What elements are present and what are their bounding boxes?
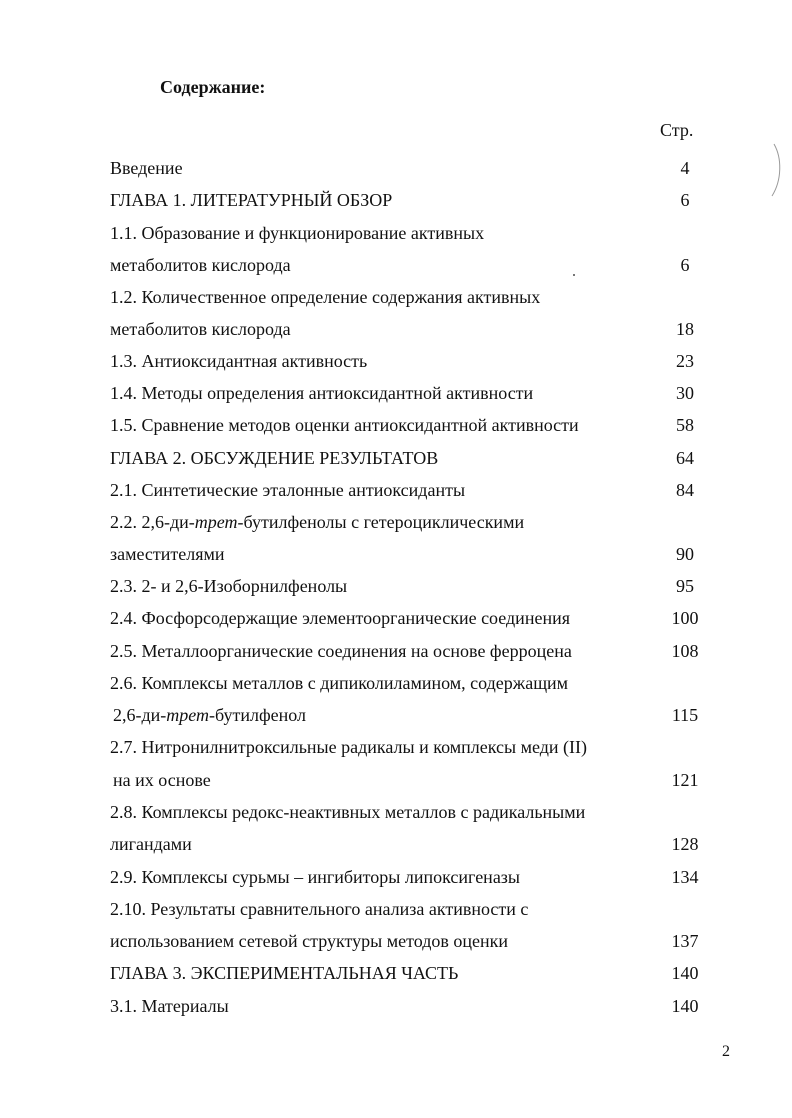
toc-page-number: 134 xyxy=(671,867,699,887)
toc-page-number: 64 xyxy=(676,448,694,468)
toc-line xyxy=(0,188,792,212)
toc-line xyxy=(0,156,792,180)
toc-line xyxy=(0,800,792,824)
toc-entry-text: 3.1. Материалы xyxy=(110,996,229,1016)
toc-page-number: 115 xyxy=(671,705,699,725)
toc-page-number: 23 xyxy=(676,351,694,371)
toc-page-number: 4 xyxy=(680,158,690,178)
toc-line xyxy=(0,285,792,309)
toc-line xyxy=(0,768,792,792)
toc-page-number: 58 xyxy=(676,415,694,435)
toc-entry-text: 1.5. Сравнение методов оценки антиоксидантной активности xyxy=(110,415,579,435)
toc-page-number: 100 xyxy=(671,608,699,628)
toc-entry-text: 2,6-ди-трет-бутилфенол xyxy=(113,705,307,725)
toc-line xyxy=(0,349,792,373)
scan-bracket-mark xyxy=(764,140,784,200)
toc-entry-text: 1.2. Количественное определение содержания активных xyxy=(110,287,541,307)
toc-entry-text: метаболитов кислорода xyxy=(110,255,291,275)
toc-line xyxy=(0,639,792,663)
toc-page-number: 6 xyxy=(680,255,690,275)
toc-page-number: 128 xyxy=(671,834,699,854)
toc-line xyxy=(0,542,792,566)
page-number: 2 xyxy=(722,1043,730,1060)
toc-page-number: 18 xyxy=(676,319,694,339)
toc-entry-text: метаболитов кислорода xyxy=(110,319,291,339)
toc-heading: Содержание: xyxy=(160,77,266,97)
toc-entry-text: ГЛАВА 3. ЭКСПЕРИМЕНТАЛЬНАЯ ЧАСТЬ xyxy=(110,963,459,983)
toc-entry-text: 2.7. Нитронилнитроксильные радикалы и комплексы меди (II) xyxy=(110,737,588,757)
toc-line xyxy=(0,671,792,695)
toc-entry-text: ГЛАВА 2. ОБСУЖДЕНИЕ РЕЗУЛЬТАТОВ xyxy=(110,448,439,468)
toc-entry-text: лигандами xyxy=(110,834,192,854)
toc-line xyxy=(0,413,792,437)
toc-line xyxy=(0,253,792,277)
toc-line xyxy=(0,961,792,985)
scan-speck xyxy=(573,274,575,276)
toc-entry-text: 2.10. Результаты сравнительного анализа активности с xyxy=(110,899,529,919)
toc-entry-text: ГЛАВА 1. ЛИТЕРАТУРНЫЙ ОБЗОР xyxy=(110,190,393,210)
toc-line xyxy=(0,574,792,598)
toc-line xyxy=(0,832,792,856)
toc-entry-text: 2.4. Фосфорсодержащие элементоорганические соединения xyxy=(110,608,570,628)
toc-entry-text: 2.5. Металлоорганические соединения на основе ферроцена xyxy=(110,641,572,661)
toc-entry-text: 1.4. Методы определения антиоксидантной активности xyxy=(110,383,534,403)
toc-page-number: 95 xyxy=(676,576,694,596)
toc-line xyxy=(0,606,792,630)
toc-line xyxy=(0,735,792,759)
toc-entry-text: 2.1. Синтетические эталонные антиоксиданты xyxy=(110,480,466,500)
toc-line xyxy=(0,478,792,502)
toc-line xyxy=(0,446,792,470)
toc-entry-text: 2.2. 2,6-ди-трет-бутилфенолы с гетероциклическими xyxy=(110,512,525,532)
toc-line xyxy=(0,994,792,1018)
toc-entry-text: 2.9. Комплексы сурьмы – ингибиторы липоксигеназы xyxy=(110,867,521,887)
page-column-label: Стр. xyxy=(660,120,694,140)
toc-entry-text: 2.8. Комплексы редокс-неактивных металлов с радикальными xyxy=(110,802,586,822)
toc-entry-text: на их основе xyxy=(113,770,211,790)
toc-page-number: 137 xyxy=(671,931,699,951)
toc-entry-text: использованием сетевой структуры методов оценки xyxy=(110,931,509,951)
toc-entry-text: Введение xyxy=(110,158,183,178)
toc-line xyxy=(0,703,792,727)
toc-page-number: 30 xyxy=(676,383,694,403)
toc-line xyxy=(0,865,792,889)
toc-entry-text: 1.3. Антиоксидантная активность xyxy=(110,351,368,371)
toc-entry-text: 2.6. Комплексы металлов с дипиколиламином, содержащим xyxy=(110,673,569,693)
toc-line xyxy=(0,510,792,534)
toc-page-number: 84 xyxy=(676,480,694,500)
toc-entry-text: 2.3. 2- и 2,6-Изоборнилфенолы xyxy=(110,576,348,596)
toc-line xyxy=(0,929,792,953)
toc-entry-text: заместителями xyxy=(110,544,225,564)
toc-line xyxy=(0,897,792,921)
toc-page-number: 90 xyxy=(676,544,694,564)
toc-page-number: 121 xyxy=(671,770,699,790)
toc-page-number: 140 xyxy=(671,996,699,1016)
toc-page-number: 108 xyxy=(671,641,699,661)
toc-line xyxy=(0,221,792,245)
toc-line xyxy=(0,317,792,341)
toc-page-number: 140 xyxy=(671,963,699,983)
toc-entry-text: 1.1. Образование и функционирование активных xyxy=(110,223,485,243)
toc-line xyxy=(0,381,792,405)
toc-page-number: 6 xyxy=(680,190,690,210)
